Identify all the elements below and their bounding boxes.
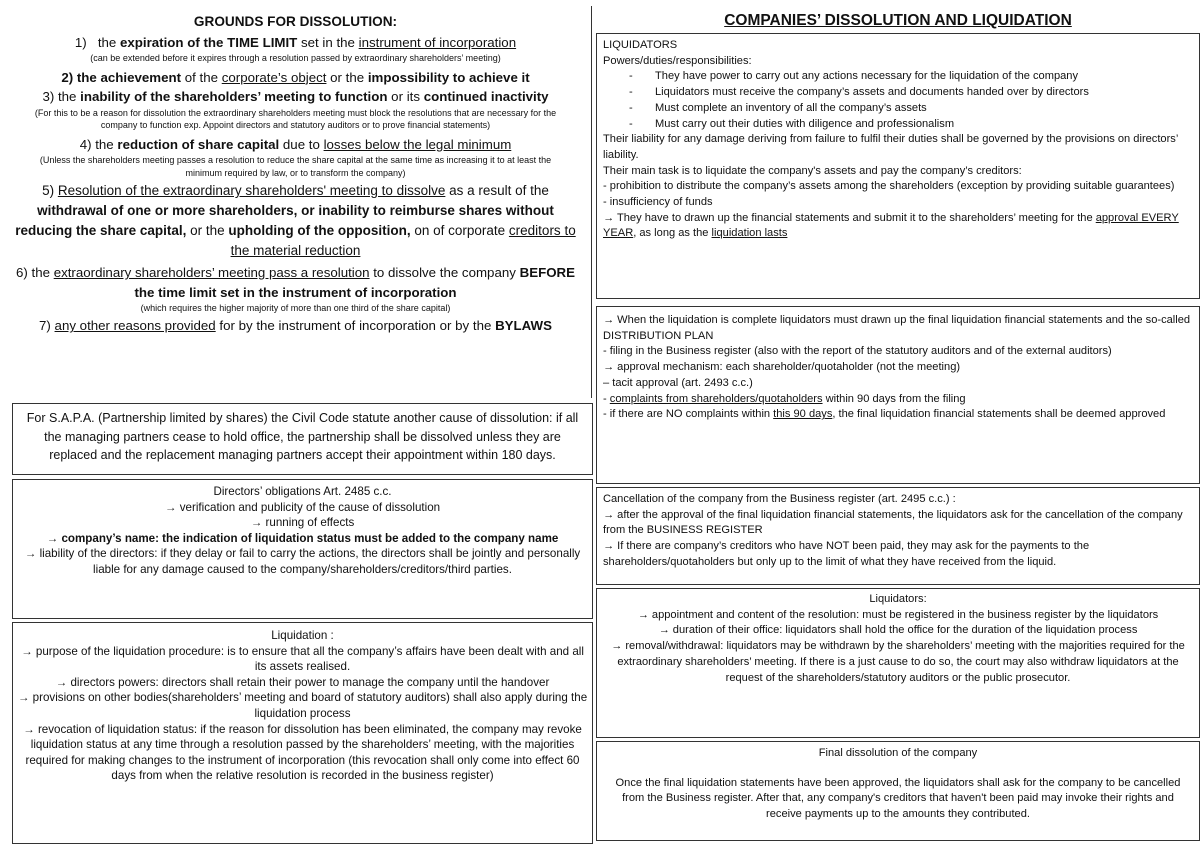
grounds-section [0,6,592,398]
plan-line-5: - complaints from shareholders/quotaholders within 90 days from the filing [603,392,966,405]
liquidators-bullet: - Liquidators must receive the company’s assets and documents handed over by directors [603,85,1193,101]
plan-line-6: - if there are NO complaints within this 90 days, the final liquidation financial statements shall be deemed approved [603,408,1166,421]
liquidators-financial-statements: → They have to drawn up the financial statements and submit it to the shareholders’ meeting for the approval EVERY YEAR, as long as the liquidation lasts [603,211,1179,240]
liquidators-main-task: Their main task is to liquidate the company's assets and pay the company’s creditors: [603,164,1022,177]
page-title: COMPANIES’ DISSOLUTION AND LIQUIDATION [724,12,1072,29]
directors-line-4: → liability of the directors: if they delay or fail to carry the actions, the directors shall be jointly and personally liable for any damage caused to the company/shareholders/creditors/third parties. [24,547,581,576]
final-dissolution-text: Once the final liquidation statements have been approved, the liquidators shall ask for the company to be cancelled from the Business register. After that, any company's creditors that haven't been paid may invoke their rights and receive payments up to the amounts they contributed. [615,776,1181,821]
liquidation-box [12,622,593,844]
ground-3: 3) the inability of the shareholders’ meeting to function or its continued inactivity [42,89,549,105]
ground-6: 6) the extraordinary shareholders’ meeting pass a resolution to dissolve the company BEFORE the time limit set in the instrument of incorporation [15,265,576,300]
liquidators-prohibition: - prohibition to distribute the company’s assets among the shareholders (exception by providing suitable guarantees) [603,180,1175,193]
cancellation-line-3: → If there are company’s creditors who have NOT been paid, they may ask for the payments to the shareholders/quotaholders but only up to the limit of what they have received from the liquid. [603,540,1090,568]
liquidators-rules-line-1: → appointment and content of the resolution: must be registered in the business register by the liquidators [637,608,1159,621]
liquidation-title: Liquidation : [271,629,334,642]
liquidators-box [596,33,1200,299]
ground-4-note: (Unless the shareholders meeting passes a resolution to reduce the share capital at the same time as increasing it to at least the minimum required by law, or to transform the company) [39,155,552,178]
ground-1-note: (can be extended before it expires through a resolution passed by extraordinary shareholders’ meeting) [90,53,501,64]
ground-6-note: (which requires the higher majority of more than one third of the share capital) [140,302,451,313]
final-dissolution-box [596,741,1200,841]
cancellation-title: Cancellation of the company from the Business register (art. 2495 c.c.) : [603,493,956,505]
cancellation-line-2: → after the approval of the final liquidation financial statements, the liquidators ask for the cancellation of the company from the BUSINESS REGISTER [603,508,1183,537]
directors-line-1: → verification and publicity of the cause of dissolution [164,500,441,514]
liquidation-line-2: → directors powers: directors shall retain their power to manage the company until the handover [55,675,550,689]
plan-line-4: – tacit approval (art. 2493 c.c.) [603,376,753,389]
directors-line-3: → company’s name: the indication of liquidation status must be added to the company name [46,531,559,545]
ground-1: 1) the expiration of the TIME LIMIT set in the instrument of incorporation [74,35,517,50]
liquidators-bullet: - They have power to carry out any actions necessary for the liquidation of the company [603,69,1193,85]
liquidators-liability: Their liability for any damage deriving from failure to fulfil their duties shall be governed by the provisions on directors’ liability. [603,133,1178,161]
final-dissolution-title: Final dissolution of the company [818,747,978,759]
liquidators-bullet: - Must carry out their duties with diligence and professionalism [603,117,1193,133]
liquidators-bullet: - Must complete an inventory of all the company’s assets [603,101,1193,117]
liquidators-rules-line-2: → duration of their office: liquidators shall hold the office for the duration of the liquidation process [658,624,1138,637]
distribution-plan-box [596,306,1200,484]
liquidators-rules-box [596,588,1200,738]
grounds-title: GROUNDS FOR DISSOLUTION: [193,14,398,29]
liquidators-insufficiency: - insufficiency of funds [603,196,713,209]
liquidation-line-3: → provisions on other bodies(shareholders’ meeting and board of statutory auditors) shall also apply during the liquidation process [17,691,588,720]
liquidators-rules-title: Liquidators: [869,593,927,605]
ground-3-note: (For this to be a reason for dissolution the extraordinary shareholders meeting must block the resolutions that are necessary for the company to function exp. Appoint directors and statutory auditors or to prove financial statements) [34,107,557,131]
liquidation-line-1: → purpose of the liquidation procedure: is to ensure that all the company’s affairs have been dealt with and all its assets realised. [21,644,584,674]
cancellation-box [596,487,1200,585]
plan-line-1: → When the liquidation is complete liquidators must drawn up the final liquidation financial statements and the so-called DISTRIBUTION PLAN [603,314,1191,342]
ground-5: 5) Resolution of the extraordinary shareholders' meeting to dissolve as a result of the withdrawal of one or more shareholders, or inability to reimburse shares without reducing the share capital, or the upholding of the opposition, on of corporate creditors to the material reduction [15,183,576,259]
liquidators-title: LIQUIDATORS [603,39,678,51]
plan-line-3: → approval mechanism: each shareholder/quotaholder (not the meeting) [603,361,961,374]
plan-line-2: - filing in the Business register (also with the report of the statutory auditors and of the external auditors) [603,345,1112,358]
liquidators-subtitle: Powers/duties/responsibilities: [603,54,752,67]
ground-2: 2) the achievement of the corporate’s object or the impossibility to achieve it [61,69,530,85]
sapa-text: For S.A.P.A. (Partnership limited by shares) the Civil Code statute another cause of dissolution: if all the managing partners cease to hold office, the partnership shall be dissolved unless they are replaced and the replacement managing partners accept their appointment within 180 days. [26,411,579,462]
ground-7: 7) any other reasons provided for by the instrument of incorporation or by the BYLAWS [39,318,552,334]
directors-title: Directors’ obligations Art. 2485 c.c. [213,485,392,498]
ground-4: 4) the reduction of share capital due to losses below the legal minimum [79,136,512,152]
directors-line-2: → running of effects [250,516,355,530]
directors-box [12,479,593,619]
liquidators-rules-line-3: → removal/withdrawal: liquidators may be withdrawn by the shareholders’ meeting with the majorities required for the extraordinary shareholders’ meeting. If there is a just cause to do so, the court may also withdraw liquidators at the request of the shareholders/statutory auditors or the public prosecutor. [611,640,1185,684]
liquidation-line-4: → revocation of liquidation status: if the reason for dissolution has been eliminated, the company may revoke liquidation status at any time through a resolution passed by the shareholders’ meeting, with the majorities required for making changes to the instrument of incorporation (this revocation shall only come into effect 60 days from when the relative resolution is recorded in the business register) [23,722,582,783]
sapa-box [12,403,593,475]
